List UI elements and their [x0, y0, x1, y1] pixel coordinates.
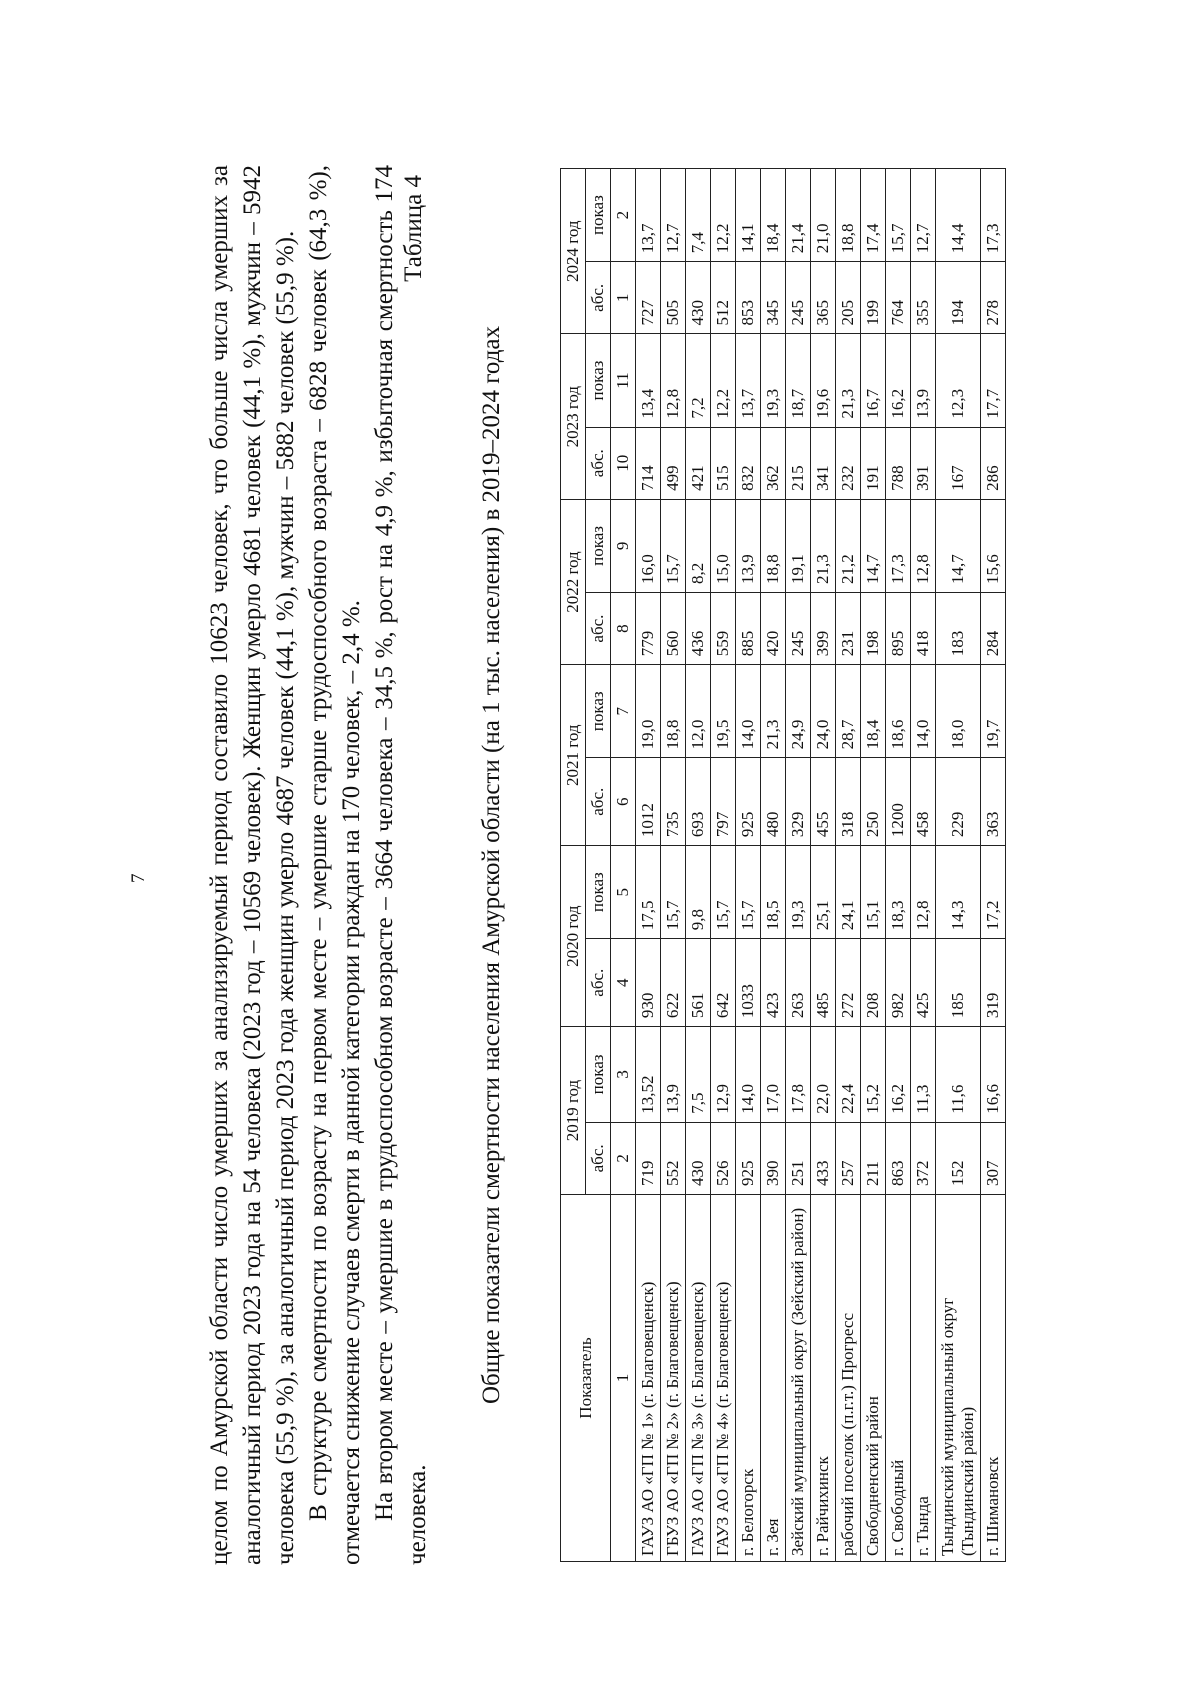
table-row	[861, 169, 886, 1562]
rate-value: 8,2	[686, 499, 711, 592]
indicator-header: Показатель	[561, 1195, 611, 1562]
rate-value: 14,0	[736, 1027, 761, 1123]
rate-value: 17,5	[636, 846, 661, 939]
abs-value: 832	[736, 427, 761, 499]
rate-value: 21,4	[786, 169, 811, 262]
abs-value: 183	[936, 592, 981, 664]
year-header: 2024 год	[561, 169, 586, 334]
rate-header: показ	[586, 846, 611, 939]
abs-value: 436	[686, 592, 711, 664]
rate-value: 12,2	[711, 334, 736, 427]
rate-value: 18,7	[786, 334, 811, 427]
year-header: 2022 год	[561, 499, 586, 664]
rate-value: 15,7	[736, 846, 761, 939]
row-name: ГБУЗ АО «ГП № 2» (г. Благовещенск)	[661, 1195, 686, 1562]
rate-value: 24,1	[836, 846, 861, 939]
rate-value: 13,4	[636, 334, 661, 427]
abs-value: 185	[936, 939, 981, 1027]
abs-value: 552	[661, 1122, 686, 1194]
abs-value: 250	[861, 758, 886, 846]
rate-value: 17,0	[761, 1027, 786, 1123]
rate-value: 22,0	[811, 1027, 836, 1123]
table-row	[936, 169, 981, 1562]
row-name: г. Шимановск	[981, 1195, 1006, 1562]
column-number: 4	[611, 939, 636, 1027]
abs-value: 485	[811, 939, 836, 1027]
abs-value: 205	[836, 262, 861, 334]
column-number: 7	[611, 665, 636, 758]
table-row	[736, 169, 761, 1562]
row-name: г. Тында	[911, 1195, 936, 1562]
abs-value: 515	[711, 427, 736, 499]
abs-value: 797	[711, 758, 736, 846]
rate-value: 12,3	[936, 334, 981, 427]
rate-value: 14,3	[936, 846, 981, 939]
abs-value: 229	[936, 758, 981, 846]
abs-value: 512	[711, 262, 736, 334]
abs-value: 930	[636, 939, 661, 1027]
abs-value: 355	[911, 262, 936, 334]
abs-value: 199	[861, 262, 886, 334]
rate-value: 17,2	[981, 846, 1006, 939]
column-number: 1	[611, 1195, 636, 1562]
column-number: 2	[611, 169, 636, 262]
rate-value: 18,4	[861, 665, 886, 758]
abs-value: 560	[661, 592, 686, 664]
abs-value: 245	[786, 592, 811, 664]
rate-value: 12,2	[711, 169, 736, 262]
paragraph-2: В структуре смертности по возрасту на первом месте – умершие старше трудоспособного возраста – 6828 человек (64,3 %), отмечается снижение случаев смерти в данной категории граждан на 170 человек, – 2,4 %.	[305, 165, 365, 1565]
rate-value: 28,7	[836, 665, 861, 758]
rate-value: 18,3	[886, 846, 911, 939]
abs-value: 208	[861, 939, 886, 1027]
abs-value: 284	[981, 592, 1006, 664]
abs-value: 693	[686, 758, 711, 846]
body-text	[203, 165, 434, 1565]
abs-value: 885	[736, 592, 761, 664]
rate-value: 7,5	[686, 1027, 711, 1123]
abs-value: 263	[786, 939, 811, 1027]
rate-value: 21,3	[836, 334, 861, 427]
abs-value: 561	[686, 939, 711, 1027]
column-number: 2	[611, 1122, 636, 1194]
rate-header: показ	[586, 169, 611, 262]
abs-value: 198	[861, 592, 886, 664]
abs-value: 318	[836, 758, 861, 846]
column-number: 6	[611, 758, 636, 846]
rate-value: 19,6	[811, 334, 836, 427]
abs-value: 231	[836, 592, 861, 664]
rate-value: 15,7	[886, 169, 911, 262]
abs-value: 719	[636, 1122, 661, 1194]
rate-value: 15,7	[661, 499, 686, 592]
abs-value: 152	[936, 1122, 981, 1194]
abs-value: 622	[661, 939, 686, 1027]
abs-value: 245	[786, 262, 811, 334]
rate-value: 19,7	[981, 665, 1006, 758]
abs-value: 319	[981, 939, 1006, 1027]
rate-value: 13,7	[636, 169, 661, 262]
abs-value: 272	[836, 939, 861, 1027]
abs-value: 1200	[886, 758, 911, 846]
abs-value: 559	[711, 592, 736, 664]
table-row	[636, 169, 661, 1562]
rate-value: 18,8	[836, 169, 861, 262]
rate-value: 21,2	[836, 499, 861, 592]
column-number: 5	[611, 846, 636, 939]
abs-value: 433	[811, 1122, 836, 1194]
column-number: 3	[611, 1027, 636, 1123]
abs-value: 779	[636, 592, 661, 664]
abs-value: 925	[736, 758, 761, 846]
year-header: 2019 год	[561, 1027, 586, 1195]
abs-value: 764	[886, 262, 911, 334]
table-row	[911, 169, 936, 1562]
rate-value: 17,4	[861, 169, 886, 262]
rate-value: 19,3	[786, 846, 811, 939]
rate-value: 21,3	[761, 665, 786, 758]
abs-value: 499	[661, 427, 686, 499]
abs-value: 642	[711, 939, 736, 1027]
abs-value: 372	[911, 1122, 936, 1194]
row-name: г. Белогорск	[736, 1195, 761, 1562]
row-name: Тындинский муниципальный округ (Тындинский район)	[936, 1195, 981, 1562]
rate-value: 24,9	[786, 665, 811, 758]
rate-value: 11,3	[911, 1027, 936, 1123]
rate-value: 19,5	[711, 665, 736, 758]
table-row	[886, 169, 911, 1562]
rate-value: 16,2	[886, 1027, 911, 1123]
rate-value: 12,7	[661, 169, 686, 262]
column-number: 11	[611, 334, 636, 427]
abs-value: 211	[861, 1122, 886, 1194]
row-name: ГАУЗ АО «ГП № 4» (г. Благовещенск)	[711, 1195, 736, 1562]
rotated-page-content	[128, 165, 1078, 1565]
row-name: Зейский муниципальный округ (Зейский район)	[786, 1195, 811, 1562]
rate-value: 16,6	[981, 1027, 1006, 1123]
paragraph-3: На втором месте – умершие в трудоспособном возрасте – 3664 человека – 34,5 %, рост на 4,9 %, избыточная смертность 174 человека.	[371, 165, 431, 1565]
rate-value: 13,52	[636, 1027, 661, 1123]
rate-value: 15,7	[711, 846, 736, 939]
row-name: г. Свободный	[886, 1195, 911, 1562]
row-name: Свободненский район	[861, 1195, 886, 1562]
table-row	[981, 169, 1006, 1562]
abs-value: 458	[911, 758, 936, 846]
rate-value: 15,6	[981, 499, 1006, 592]
rate-value: 19,0	[636, 665, 661, 758]
rate-header: показ	[586, 499, 611, 592]
abs-value: 257	[836, 1122, 861, 1194]
rate-value: 12,8	[661, 334, 686, 427]
rate-value: 12,8	[911, 846, 936, 939]
column-number: 1	[611, 262, 636, 334]
rate-value: 12,9	[711, 1027, 736, 1123]
abs-value: 526	[711, 1122, 736, 1194]
column-number: 9	[611, 499, 636, 592]
abs-value: 399	[811, 592, 836, 664]
rate-value: 19,3	[761, 334, 786, 427]
rate-value: 14,4	[936, 169, 981, 262]
abs-value: 363	[981, 758, 1006, 846]
abs-value: 788	[886, 427, 911, 499]
page-number: 7	[128, 873, 149, 883]
column-number: 8	[611, 592, 636, 664]
rate-value: 17,7	[981, 334, 1006, 427]
abs-value: 362	[761, 427, 786, 499]
abs-value: 251	[786, 1122, 811, 1194]
rate-value: 18,5	[761, 846, 786, 939]
abs-value: 430	[686, 1122, 711, 1194]
abs-value: 232	[836, 427, 861, 499]
rate-value: 18,8	[661, 665, 686, 758]
abs-value: 895	[886, 592, 911, 664]
rate-value: 17,8	[786, 1027, 811, 1123]
abs-value: 215	[786, 427, 811, 499]
abs-value: 329	[786, 758, 811, 846]
rate-value: 21,0	[811, 169, 836, 262]
abs-value: 421	[686, 427, 711, 499]
rate-value: 15,2	[861, 1027, 886, 1123]
year-header: 2021 год	[561, 665, 586, 846]
abs-value: 418	[911, 592, 936, 664]
abs-header: абс.	[586, 427, 611, 499]
abs-value: 425	[911, 939, 936, 1027]
rate-value: 12,7	[911, 169, 936, 262]
table-title: Общие показатели смертности населения Амурской области (на 1 тыс. населения) в 2019–2024 годах	[478, 325, 505, 1405]
abs-header: абс.	[586, 758, 611, 846]
rate-value: 12,8	[911, 499, 936, 592]
table-row	[811, 169, 836, 1562]
rate-value: 18,0	[936, 665, 981, 758]
rate-value: 11,6	[936, 1027, 981, 1123]
abs-value: 735	[661, 758, 686, 846]
abs-value: 286	[981, 427, 1006, 499]
abs-value: 391	[911, 427, 936, 499]
rate-value: 16,2	[886, 334, 911, 427]
abs-value: 390	[761, 1122, 786, 1194]
rate-value: 15,7	[661, 846, 686, 939]
abs-value: 194	[936, 262, 981, 334]
abs-header: абс.	[586, 262, 611, 334]
row-name: г. Райчихинск	[811, 1195, 836, 1562]
row-name: рабочий поселок (п.г.т.) Прогресс	[836, 1195, 861, 1562]
table-row	[836, 169, 861, 1562]
abs-value: 191	[861, 427, 886, 499]
rate-value: 13,9	[661, 1027, 686, 1123]
abs-value: 365	[811, 262, 836, 334]
table-label: Таблица 4	[400, 175, 427, 282]
rate-value: 22,4	[836, 1027, 861, 1123]
abs-value: 714	[636, 427, 661, 499]
rate-value: 14,0	[911, 665, 936, 758]
year-header: 2023 год	[561, 334, 586, 499]
abs-value: 455	[811, 758, 836, 846]
paragraph-1: целом по Амурской области число умерших за анализируемый период составило 10623 человек, что больше числа умерших за аналогичный период 2023 года на 54 человека (2023 год – 10569 человек). Женщин умерло 4681 человек (44,1 %), мужчин – 5942 человека (55,9 %), за аналогичный период 2023 года женщин умерло 4687 человек (44,1 %), мужчин – 5882 человек (55,9 %).	[206, 165, 299, 1565]
rate-value: 15,1	[861, 846, 886, 939]
rate-value: 15,0	[711, 499, 736, 592]
abs-value: 278	[981, 262, 1006, 334]
rate-value: 18,4	[761, 169, 786, 262]
abs-value: 341	[811, 427, 836, 499]
column-number: 10	[611, 427, 636, 499]
abs-value: 423	[761, 939, 786, 1027]
abs-value: 430	[686, 262, 711, 334]
abs-value: 420	[761, 592, 786, 664]
abs-header: абс.	[586, 1122, 611, 1194]
rate-value: 17,3	[886, 499, 911, 592]
abs-value: 982	[886, 939, 911, 1027]
row-name: г. Зея	[761, 1195, 786, 1562]
year-header: 2020 год	[561, 846, 586, 1027]
rate-value: 13,9	[911, 334, 936, 427]
rate-value: 7,4	[686, 169, 711, 262]
abs-value: 863	[886, 1122, 911, 1194]
abs-value: 505	[661, 262, 686, 334]
rate-value: 12,0	[686, 665, 711, 758]
rate-value: 14,1	[736, 169, 761, 262]
abs-value: 853	[736, 262, 761, 334]
rate-value: 18,8	[761, 499, 786, 592]
abs-header: абс.	[586, 592, 611, 664]
abs-value: 345	[761, 262, 786, 334]
rate-value: 17,3	[981, 169, 1006, 262]
abs-value: 1012	[636, 758, 661, 846]
rate-value: 9,8	[686, 846, 711, 939]
rate-value: 16,0	[636, 499, 661, 592]
rate-value: 24,0	[811, 665, 836, 758]
abs-value: 167	[936, 427, 981, 499]
rate-value: 14,7	[936, 499, 981, 592]
rate-value: 13,9	[736, 499, 761, 592]
table-row	[686, 169, 711, 1562]
rate-value: 13,7	[736, 334, 761, 427]
rate-value: 14,0	[736, 665, 761, 758]
rate-value: 25,1	[811, 846, 836, 939]
rate-value: 16,7	[861, 334, 886, 427]
abs-header: абс.	[586, 939, 611, 1027]
table-row	[786, 169, 811, 1562]
table-row	[661, 169, 686, 1562]
abs-value: 307	[981, 1122, 1006, 1194]
rate-value: 19,1	[786, 499, 811, 592]
rate-value: 18,6	[886, 665, 911, 758]
table-row	[711, 169, 736, 1562]
abs-value: 1033	[736, 939, 761, 1027]
rate-header: показ	[586, 1027, 611, 1123]
row-name: ГАУЗ АО «ГП № 1» (г. Благовещенск)	[636, 1195, 661, 1562]
rate-header: показ	[586, 334, 611, 427]
abs-value: 925	[736, 1122, 761, 1194]
rate-value: 14,7	[861, 499, 886, 592]
abs-value: 480	[761, 758, 786, 846]
mortality-table	[560, 168, 1006, 1562]
rate-value: 21,3	[811, 499, 836, 592]
rate-header: показ	[586, 665, 611, 758]
abs-value: 727	[636, 262, 661, 334]
rate-value: 7,2	[686, 334, 711, 427]
row-name: ГАУЗ АО «ГП № 3» (г. Благовещенск)	[686, 1195, 711, 1562]
table-row	[761, 169, 786, 1562]
